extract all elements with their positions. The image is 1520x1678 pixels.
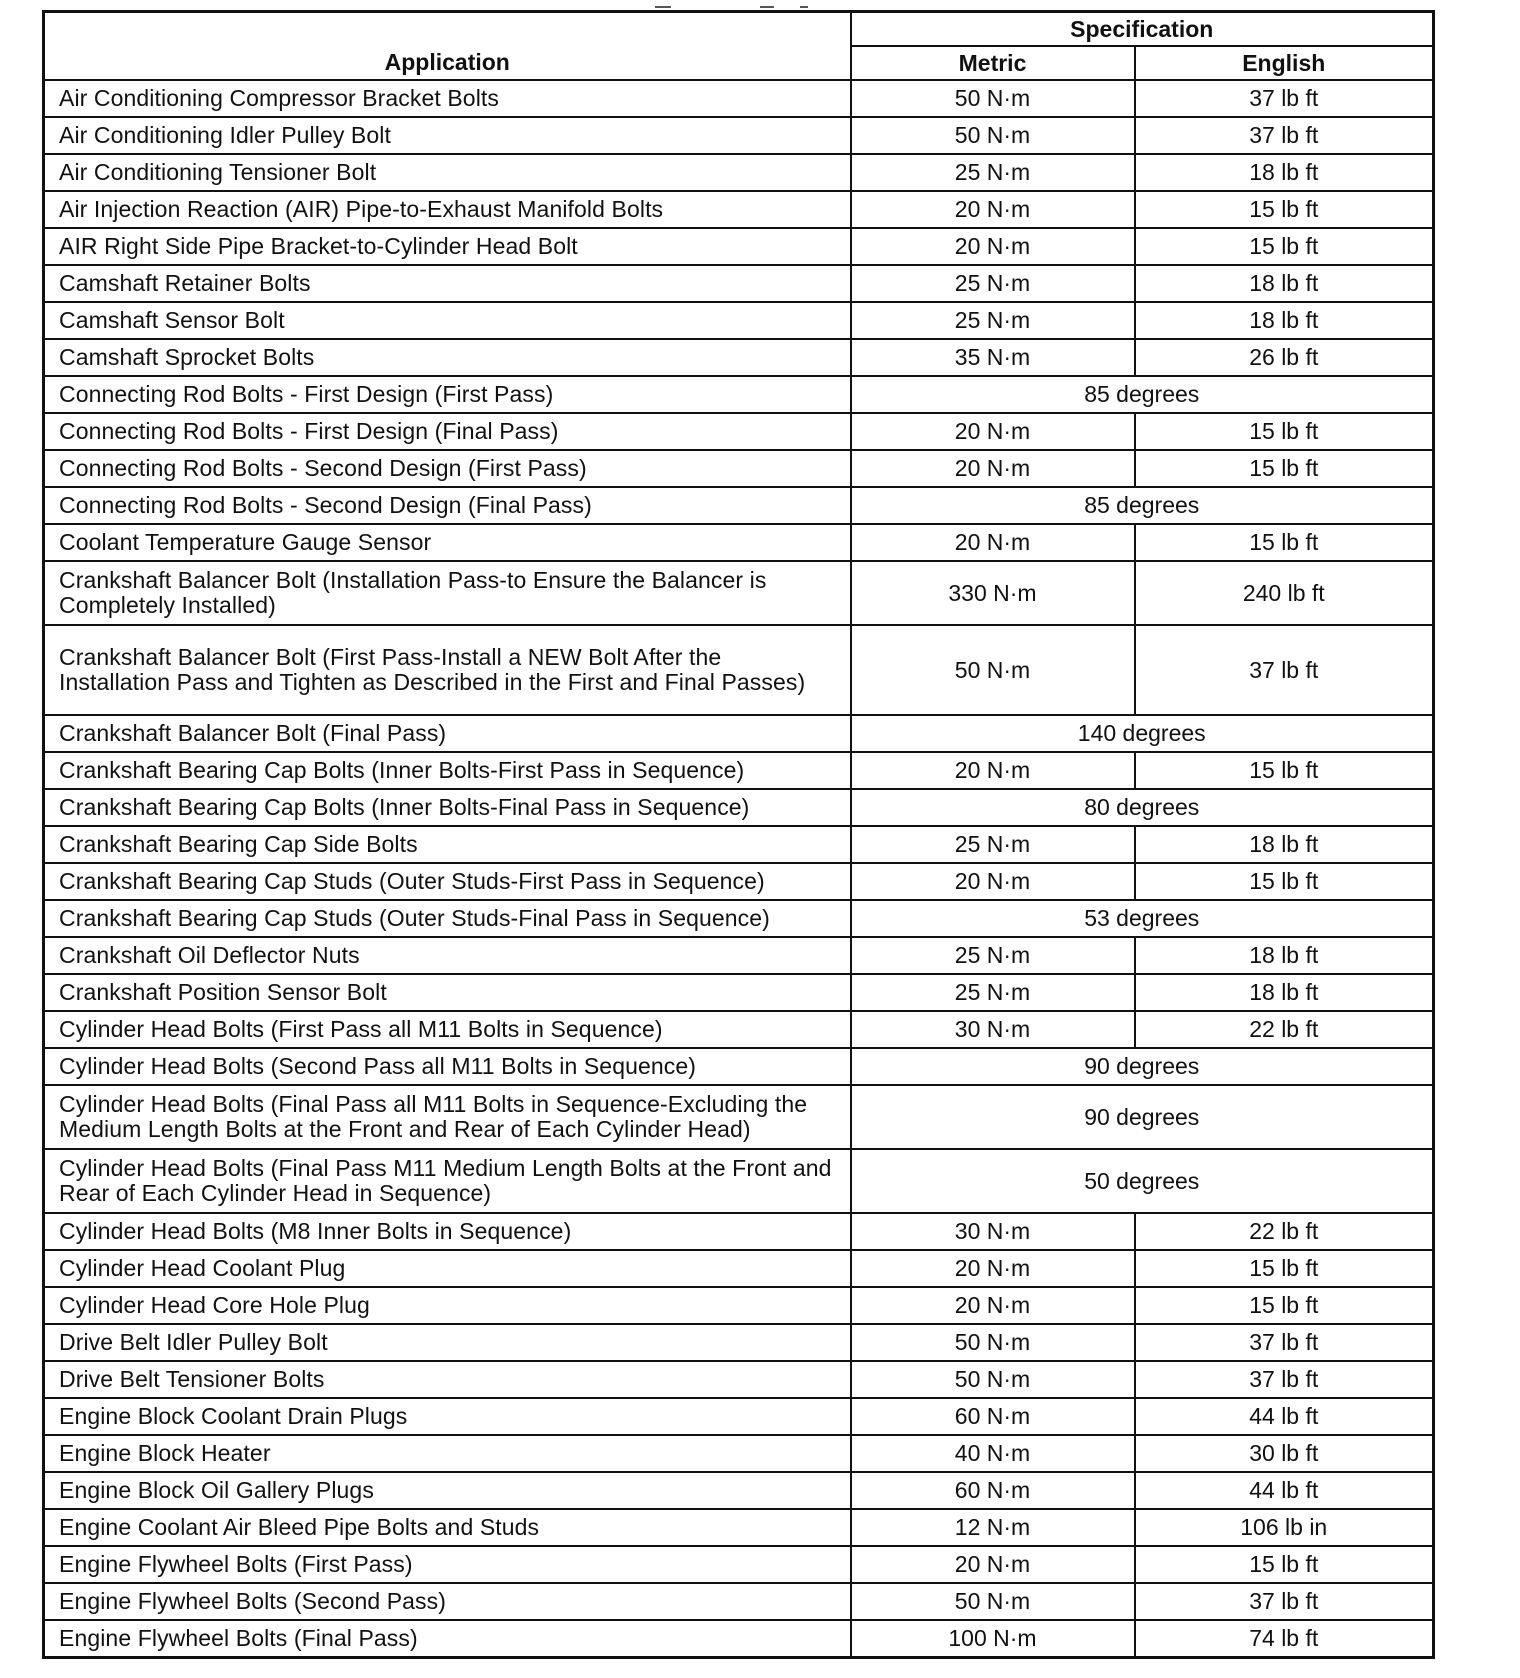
- table-row: [44, 1011, 1434, 1048]
- application-cell: Drive Belt Idler Pulley Bolt: [44, 1324, 851, 1361]
- application-cell: AIR Right Side Pipe Bracket-to-Cylinder Head Bolt: [44, 228, 851, 265]
- metric-cell: 30 N·m: [851, 1213, 1135, 1250]
- angle-spec-cell: 85 degrees: [851, 487, 1434, 524]
- table-row: [44, 752, 1434, 789]
- table-row: [44, 524, 1434, 561]
- top-mark: [760, 6, 774, 8]
- application-cell: Drive Belt Tensioner Bolts: [44, 1361, 851, 1398]
- english-cell: 37 lb ft: [1135, 625, 1434, 715]
- english-cell: 15 lb ft: [1135, 863, 1434, 900]
- english-cell: 15 lb ft: [1135, 191, 1434, 228]
- metric-cell: 40 N·m: [851, 1435, 1135, 1472]
- table-row: [44, 1398, 1434, 1435]
- english-cell: 15 lb ft: [1135, 752, 1434, 789]
- metric-cell: 12 N·m: [851, 1509, 1135, 1546]
- table-row: [44, 1324, 1434, 1361]
- metric-cell: 35 N·m: [851, 339, 1135, 376]
- metric-cell: 20 N·m: [851, 1287, 1135, 1324]
- application-cell: Connecting Rod Bolts - Second Design (Final Pass): [44, 487, 851, 524]
- metric-cell: 20 N·m: [851, 752, 1135, 789]
- metric-cell: 25 N·m: [851, 154, 1135, 191]
- application-cell: Air Conditioning Idler Pulley Bolt: [44, 117, 851, 154]
- english-cell: 30 lb ft: [1135, 1435, 1434, 1472]
- application-cell: Crankshaft Bearing Cap Studs (Outer Studs-First Pass in Sequence): [44, 863, 851, 900]
- torque-specification-table: [42, 10, 1435, 1659]
- metric-cell: 20 N·m: [851, 863, 1135, 900]
- table-row: [44, 117, 1434, 154]
- application-cell: Connecting Rod Bolts - First Design (Final Pass): [44, 413, 851, 450]
- english-cell: 37 lb ft: [1135, 1583, 1434, 1620]
- table-row: [44, 1213, 1434, 1250]
- english-cell: 106 lb in: [1135, 1509, 1434, 1546]
- metric-cell: 20 N·m: [851, 413, 1135, 450]
- english-cell: 26 lb ft: [1135, 339, 1434, 376]
- english-cell: 44 lb ft: [1135, 1398, 1434, 1435]
- application-cell: Camshaft Sensor Bolt: [44, 302, 851, 339]
- metric-cell: 50 N·m: [851, 117, 1135, 154]
- english-cell: 18 lb ft: [1135, 937, 1434, 974]
- table-row: [44, 1085, 1434, 1149]
- metric-cell: 25 N·m: [851, 974, 1135, 1011]
- application-cell: Connecting Rod Bolts - Second Design (First Pass): [44, 450, 851, 487]
- angle-spec-cell: 53 degrees: [851, 900, 1434, 937]
- application-cell: Engine Block Heater: [44, 1435, 851, 1472]
- metric-cell: 30 N·m: [851, 1011, 1135, 1048]
- english-cell: 240 lb ft: [1135, 561, 1434, 625]
- application-cell: Engine Flywheel Bolts (First Pass): [44, 1546, 851, 1583]
- table-row: [44, 265, 1434, 302]
- table-row: [44, 487, 1434, 524]
- application-cell: Crankshaft Balancer Bolt (Installation Pass-to Ensure the Balancer is Completely Installed): [44, 561, 851, 625]
- angle-spec-cell: 90 degrees: [851, 1085, 1434, 1149]
- english-cell: 44 lb ft: [1135, 1472, 1434, 1509]
- table-row: [44, 826, 1434, 863]
- angle-spec-cell: 50 degrees: [851, 1149, 1434, 1213]
- english-cell: 15 lb ft: [1135, 450, 1434, 487]
- top-mark: [655, 6, 671, 8]
- english-cell: 74 lb ft: [1135, 1620, 1434, 1657]
- english-cell: 22 lb ft: [1135, 1213, 1434, 1250]
- english-cell: 22 lb ft: [1135, 1011, 1434, 1048]
- angle-spec-cell: 140 degrees: [851, 715, 1434, 752]
- application-cell: Crankshaft Balancer Bolt (Final Pass): [44, 715, 851, 752]
- table-row: [44, 1250, 1434, 1287]
- table-row: [44, 154, 1434, 191]
- application-cell: Engine Block Oil Gallery Plugs: [44, 1472, 851, 1509]
- application-cell: Engine Flywheel Bolts (Final Pass): [44, 1620, 851, 1657]
- english-cell: 15 lb ft: [1135, 524, 1434, 561]
- table-row: [44, 413, 1434, 450]
- application-cell: Cylinder Head Bolts (Second Pass all M11 Bolts in Sequence): [44, 1048, 851, 1085]
- english-cell: 18 lb ft: [1135, 154, 1434, 191]
- application-header: Application: [44, 12, 851, 81]
- application-cell: Engine Flywheel Bolts (Second Pass): [44, 1583, 851, 1620]
- table-row: [44, 625, 1434, 715]
- metric-cell: 100 N·m: [851, 1620, 1135, 1657]
- metric-cell: 50 N·m: [851, 1583, 1135, 1620]
- metric-cell: 20 N·m: [851, 1250, 1135, 1287]
- application-cell: Cylinder Head Bolts (M8 Inner Bolts in Sequence): [44, 1213, 851, 1250]
- table-row: [44, 228, 1434, 265]
- table-row: [44, 863, 1434, 900]
- table-row: [44, 974, 1434, 1011]
- metric-cell: 50 N·m: [851, 625, 1135, 715]
- table-row: [44, 1509, 1434, 1546]
- metric-cell: 50 N·m: [851, 1324, 1135, 1361]
- table-row: [44, 1583, 1434, 1620]
- application-cell: Cylinder Head Bolts (Final Pass all M11 Bolts in Sequence-Excluding the Medium Length Bolts at the Front and Rear of Each Cylinder Head): [44, 1085, 851, 1149]
- table-row: [44, 1048, 1434, 1085]
- application-cell: Cylinder Head Bolts (Final Pass M11 Medium Length Bolts at the Front and Rear of Each Cylinder Head in Sequence): [44, 1149, 851, 1213]
- table-body: [44, 80, 1434, 1657]
- table-row: [44, 715, 1434, 752]
- metric-cell: 20 N·m: [851, 524, 1135, 561]
- table-row: [44, 1287, 1434, 1324]
- application-cell: Crankshaft Oil Deflector Nuts: [44, 937, 851, 974]
- application-cell: Cylinder Head Coolant Plug: [44, 1250, 851, 1287]
- table-row: [44, 937, 1434, 974]
- table-row: [44, 561, 1434, 625]
- application-cell: Crankshaft Bearing Cap Bolts (Inner Bolts-First Pass in Sequence): [44, 752, 851, 789]
- table-row: [44, 1361, 1434, 1398]
- metric-cell: 20 N·m: [851, 191, 1135, 228]
- metric-cell: 60 N·m: [851, 1472, 1135, 1509]
- metric-cell: 20 N·m: [851, 1546, 1135, 1583]
- table-row: [44, 1620, 1434, 1657]
- application-cell: Crankshaft Bearing Cap Studs (Outer Studs-Final Pass in Sequence): [44, 900, 851, 937]
- application-cell: Engine Coolant Air Bleed Pipe Bolts and Studs: [44, 1509, 851, 1546]
- table-row: [44, 302, 1434, 339]
- application-cell: Crankshaft Balancer Bolt (First Pass-Install a NEW Bolt After the Installation Pass and Tighten as Described in the First and Final Passes): [44, 625, 851, 715]
- metric-cell: 20 N·m: [851, 228, 1135, 265]
- english-cell: 37 lb ft: [1135, 1361, 1434, 1398]
- application-cell: Crankshaft Bearing Cap Side Bolts: [44, 826, 851, 863]
- table-row: [44, 1149, 1434, 1213]
- metric-cell: 50 N·m: [851, 1361, 1135, 1398]
- application-cell: Camshaft Retainer Bolts: [44, 265, 851, 302]
- table-row: [44, 376, 1434, 413]
- application-cell: Camshaft Sprocket Bolts: [44, 339, 851, 376]
- metric-header: Metric: [851, 46, 1135, 80]
- english-cell: 15 lb ft: [1135, 228, 1434, 265]
- english-cell: 18 lb ft: [1135, 265, 1434, 302]
- metric-cell: 25 N·m: [851, 265, 1135, 302]
- english-header: English: [1135, 46, 1434, 80]
- application-cell: Cylinder Head Core Hole Plug: [44, 1287, 851, 1324]
- table-row: [44, 450, 1434, 487]
- application-cell: Connecting Rod Bolts - First Design (First Pass): [44, 376, 851, 413]
- table-row: [44, 1472, 1434, 1509]
- table-row: [44, 789, 1434, 826]
- application-cell: Air Injection Reaction (AIR) Pipe-to-Exhaust Manifold Bolts: [44, 191, 851, 228]
- specification-header: Specification: [851, 12, 1434, 47]
- table-row: [44, 1546, 1434, 1583]
- english-cell: 37 lb ft: [1135, 1324, 1434, 1361]
- table-row: [44, 80, 1434, 117]
- application-cell: Crankshaft Position Sensor Bolt: [44, 974, 851, 1011]
- metric-cell: 60 N·m: [851, 1398, 1135, 1435]
- angle-spec-cell: 90 degrees: [851, 1048, 1434, 1085]
- english-cell: 18 lb ft: [1135, 302, 1434, 339]
- metric-cell: 25 N·m: [851, 937, 1135, 974]
- metric-cell: 25 N·m: [851, 302, 1135, 339]
- application-cell: Crankshaft Bearing Cap Bolts (Inner Bolts-Final Pass in Sequence): [44, 789, 851, 826]
- table-row: [44, 339, 1434, 376]
- top-mark: [800, 6, 808, 8]
- english-cell: 37 lb ft: [1135, 80, 1434, 117]
- application-cell: Air Conditioning Compressor Bracket Bolts: [44, 80, 851, 117]
- metric-cell: 20 N·m: [851, 450, 1135, 487]
- metric-cell: 50 N·m: [851, 80, 1135, 117]
- english-cell: 18 lb ft: [1135, 974, 1434, 1011]
- application-cell: Engine Block Coolant Drain Plugs: [44, 1398, 851, 1435]
- application-cell: Cylinder Head Bolts (First Pass all M11 Bolts in Sequence): [44, 1011, 851, 1048]
- table-row: [44, 900, 1434, 937]
- application-cell: Air Conditioning Tensioner Bolt: [44, 154, 851, 191]
- table-row: [44, 1435, 1434, 1472]
- angle-spec-cell: 80 degrees: [851, 789, 1434, 826]
- english-cell: 18 lb ft: [1135, 826, 1434, 863]
- english-cell: 15 lb ft: [1135, 413, 1434, 450]
- angle-spec-cell: 85 degrees: [851, 376, 1434, 413]
- english-cell: 15 lb ft: [1135, 1250, 1434, 1287]
- english-cell: 37 lb ft: [1135, 117, 1434, 154]
- metric-cell: 25 N·m: [851, 826, 1135, 863]
- english-cell: 15 lb ft: [1135, 1546, 1434, 1583]
- application-cell: Coolant Temperature Gauge Sensor: [44, 524, 851, 561]
- english-cell: 15 lb ft: [1135, 1287, 1434, 1324]
- table-row: [44, 191, 1434, 228]
- metric-cell: 330 N·m: [851, 561, 1135, 625]
